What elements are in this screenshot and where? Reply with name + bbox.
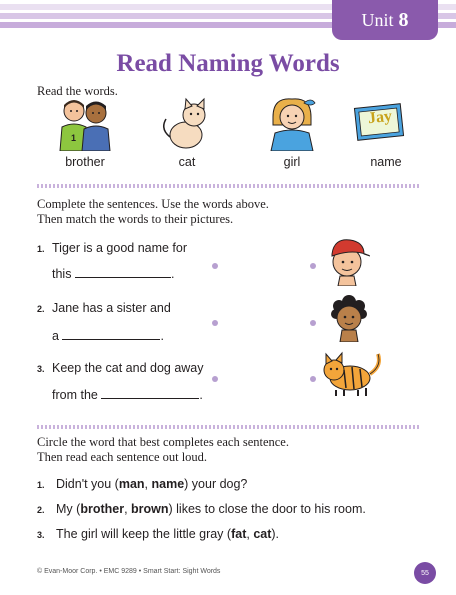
match-dot-sentence-1[interactable] xyxy=(212,263,218,269)
boy-cap-picture xyxy=(324,234,370,286)
sentence-1-line-1 xyxy=(37,240,187,257)
sentence-2-line-1 xyxy=(37,300,171,317)
item-number: 3. xyxy=(37,530,45,540)
word-girl: girl xyxy=(283,155,301,169)
sentence-text: Keep the cat and dog away xyxy=(52,361,204,375)
page-title: Read Naming Words xyxy=(116,50,340,77)
divider-1 xyxy=(37,184,421,188)
item-text: ) your dog? xyxy=(184,477,248,491)
word-choice[interactable]: brown xyxy=(131,502,169,516)
match-dot-sentence-2[interactable] xyxy=(212,320,218,326)
match-dot-picture-1[interactable] xyxy=(310,263,316,269)
item-text: My ( xyxy=(56,502,81,516)
page-number-badge: 55 xyxy=(414,562,436,584)
orange-cat-picture xyxy=(320,348,392,398)
sentence-text: Tiger is a good name for xyxy=(52,241,188,255)
word-cat: cat xyxy=(178,155,196,169)
instruction-line-1: Circle the word that best completes each sentence. xyxy=(37,435,289,449)
svg-text:1: 1 xyxy=(71,133,77,143)
match-dot-picture-2[interactable] xyxy=(310,320,316,326)
instruction-line-2: Then match the words to their pictures. xyxy=(37,212,234,226)
word-choice[interactable]: cat xyxy=(253,527,272,541)
word-choice[interactable]: name xyxy=(151,477,185,491)
sentence-1-line-2 xyxy=(37,266,174,282)
sentence-number: 2. xyxy=(37,304,45,314)
footer-credit: © Evan-Moor Corp. • EMC 9289 • Smart Start: Sight Words xyxy=(37,568,221,575)
match-dot-sentence-3[interactable] xyxy=(212,376,218,382)
name-card-text: Jay xyxy=(367,107,393,128)
unit-label: Unit xyxy=(361,9,394,30)
instruction-line-2: Then read each sentence out loud. xyxy=(37,450,208,464)
item-number: 1. xyxy=(37,480,45,490)
item-text: ) likes to close the door to his room. xyxy=(168,502,366,516)
unit-number: 8 xyxy=(398,8,409,31)
sentence-text: a xyxy=(52,329,59,343)
instruction-line-1: Complete the sentences. Use the words above. xyxy=(37,197,269,211)
sentence-period: . xyxy=(170,267,175,281)
answer-blank-2[interactable] xyxy=(62,329,160,340)
match-dot-picture-3[interactable] xyxy=(310,376,316,382)
item-text: , xyxy=(144,477,152,491)
sentence-number: 1. xyxy=(37,244,45,254)
girl-curly-hair-picture xyxy=(326,292,372,342)
answer-blank-3[interactable] xyxy=(101,388,199,399)
item-text: , xyxy=(124,502,132,516)
answer-blank-1[interactable] xyxy=(75,267,171,278)
unit-tab xyxy=(332,0,438,40)
sentence-period: . xyxy=(199,388,203,402)
word-brother: brother xyxy=(65,155,105,169)
instruction-complete-sentences xyxy=(37,197,269,227)
item-text: , xyxy=(246,527,254,541)
item-text: Didn't you ( xyxy=(56,477,119,491)
word-choice[interactable]: fat xyxy=(231,527,247,541)
circle-item-1 xyxy=(37,476,247,493)
circle-item-3 xyxy=(37,526,279,543)
word-choice[interactable]: man xyxy=(118,477,145,491)
item-number: 2. xyxy=(37,505,45,515)
sentence-3-line-2 xyxy=(37,387,203,403)
sentence-text: from the xyxy=(52,388,98,402)
cat-picture xyxy=(152,95,222,151)
brothers-picture xyxy=(50,95,120,151)
sentence-text: Jane has a sister and xyxy=(52,301,171,315)
girl-picture xyxy=(257,95,327,151)
instruction-read-words: Read the words. xyxy=(37,84,118,98)
sentence-2-line-2 xyxy=(37,328,164,344)
instruction-circle-words xyxy=(37,435,289,465)
circle-item-2 xyxy=(37,501,366,518)
item-text: ). xyxy=(271,527,280,541)
item-text: The girl will keep the little gray ( xyxy=(56,527,232,541)
sentence-period: . xyxy=(160,329,164,343)
sentence-number: 3. xyxy=(37,364,45,374)
divider-2 xyxy=(37,425,421,429)
sentence-3-line-1 xyxy=(37,360,204,377)
word-name: name xyxy=(370,155,402,169)
sentence-text: this xyxy=(52,267,72,281)
word-choice[interactable]: brother xyxy=(80,502,125,516)
